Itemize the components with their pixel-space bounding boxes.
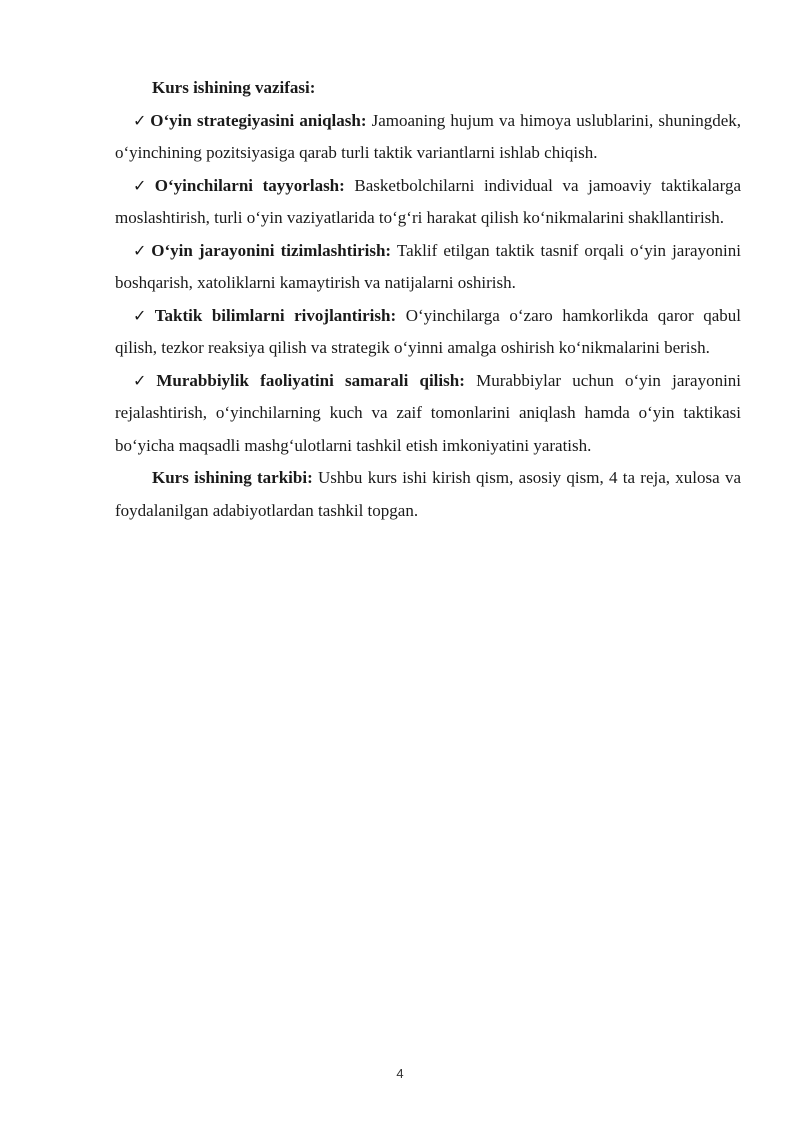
task-item-text: Murabbiylar uchun o‘yin jarayonini rejalashtirish, o‘yinchilarning kuch va zaif tomonlarini aniqlash hamda o‘yin taktikasi bo‘yicha maqsadli mashg‘ulotlarni tashkil etish imkoniyatini yaratish. <box>115 370 742 455</box>
task-item-title: Taktik bilimlarni rivojlantirish: <box>154 305 397 325</box>
structure-text: Ushbu kurs ishi kirish qism, asosiy qism, 4 ta reja, xulosa va foydalanilgan adabiyotlardan tashkil topgan. <box>115 468 741 520</box>
task-item-title: O‘yin strategiyasini aniqlash: <box>150 110 367 130</box>
checkmark-icon: ✓ <box>133 110 148 130</box>
checkmark-icon: ✓ <box>133 240 149 260</box>
checkmark-icon: ✓ <box>133 370 154 390</box>
task-item-title: O‘yin jarayonini tizimlashtirish: <box>151 240 392 260</box>
task-item-title: Murabbiylik faoliyatini samarali qilish: <box>156 370 465 390</box>
task-item-coaching <box>115 365 741 463</box>
task-item-players <box>115 170 741 235</box>
section-heading: Kurs ishining vazifasi: <box>152 78 316 97</box>
task-item-process <box>115 235 741 300</box>
checkmark-icon: ✓ <box>133 175 152 195</box>
task-item-strategy <box>115 105 741 170</box>
structure-paragraph <box>115 462 741 527</box>
task-item-text: O‘yinchilarga o‘zaro hamkorlikda qaror qabul qilish, tezkor reaksiya qilish va strategik o‘yinni amalga oshirish ko‘nikmalarini berish. <box>115 305 742 357</box>
task-item-title: O‘yinchilarni tayyorlash: <box>154 175 345 195</box>
task-item-text: Basketbolchilarni individual va jamoaviy taktikalarga moslashtirish, turli o‘yin vaziyatlarida to‘g‘ri harakat qilish ko‘nikmalarini shakllantirish. <box>115 175 741 227</box>
structure-title: Kurs ishining tarkibi: <box>152 468 313 487</box>
task-item-text: Jamoaning hujum va himoya uslublarini, shuningdek, o‘yinchining pozitsiyasiga qarab turli taktik variantlarni ishlab chiqish. <box>115 110 742 162</box>
page-content <box>115 72 741 527</box>
page-number: 4 <box>396 1066 404 1081</box>
task-item-knowledge <box>115 300 741 365</box>
checkmark-icon: ✓ <box>133 305 152 325</box>
task-item-text: Taklif etilgan taktik tasnif orqali o‘yin jarayonini boshqarish, xatoliklarni kamaytirish va natijalarni oshirish. <box>115 240 741 292</box>
